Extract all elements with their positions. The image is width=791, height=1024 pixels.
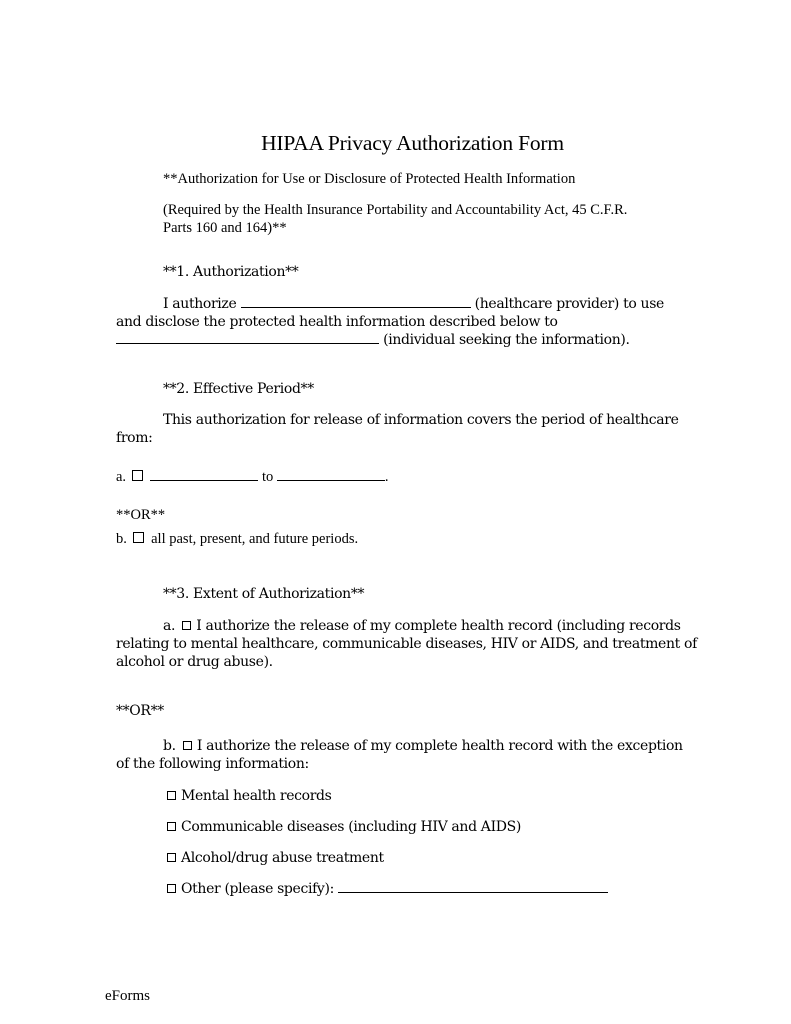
effective-period-line-1: This authorization for release of information covers the period of healthcare <box>163 412 679 428</box>
exception-item-alcohol-drug <box>167 850 384 866</box>
extent-a-line-2: relating to mental healthcare, communicable diseases, HIV or AIDS, and treatment of <box>116 636 697 652</box>
option-a-prefix: a. <box>116 469 127 485</box>
recipient-field[interactable] <box>116 343 379 344</box>
period-to-label: to <box>261 469 274 485</box>
other-checkbox[interactable] <box>167 884 176 893</box>
recipient-label: (individual seeking the information). <box>383 332 630 348</box>
exception-item-mental-health <box>167 788 332 804</box>
extent-a-prefix: a. <box>163 618 176 634</box>
period-end-field[interactable] <box>277 480 385 481</box>
extent-b-line-2: of the following information: <box>116 756 309 772</box>
extent-a-checkbox[interactable] <box>182 621 191 630</box>
period-b-checkbox[interactable] <box>133 532 144 543</box>
extent-a-line-1 <box>163 618 681 634</box>
extent-or-label: **OR** <box>116 703 164 719</box>
extent-a-line-3: alcohol or drug abuse). <box>116 654 273 670</box>
option-b-prefix: b. <box>116 531 127 547</box>
exception-label: Alcohol/drug abuse treatment <box>181 850 384 866</box>
healthcare-provider-field[interactable] <box>241 307 471 308</box>
section-2-heading: **2. Effective Period** <box>163 381 314 397</box>
healthcare-provider-label: (healthcare provider) to use <box>474 296 664 312</box>
extent-b-line-1 <box>163 738 683 754</box>
exception-label: Communicable diseases (including HIV and AIDS) <box>181 819 521 835</box>
exception-item-other <box>167 881 608 897</box>
section-1-heading: **1. Authorization** <box>163 264 299 280</box>
required-notice-line-2: Parts 160 and 164)** <box>163 220 287 236</box>
period-option-a <box>116 469 388 486</box>
alcohol-drug-checkbox[interactable] <box>167 853 176 862</box>
exception-item-communicable <box>167 819 521 835</box>
other-specify-field[interactable] <box>338 892 608 893</box>
authorization-line-2: and disclose the protected health information described below to <box>116 314 558 330</box>
authorize-label: I authorize <box>163 296 237 312</box>
communicable-diseases-checkbox[interactable] <box>167 822 176 831</box>
period-or-label: **OR** <box>116 507 166 523</box>
authorization-line-3 <box>116 332 630 348</box>
mental-health-checkbox[interactable] <box>167 791 176 800</box>
section-3-heading: **3. Extent of Authorization** <box>163 586 365 602</box>
period-end-dot: . <box>384 469 389 485</box>
extent-b-checkbox[interactable] <box>183 741 192 750</box>
effective-period-line-2: from: <box>116 430 153 446</box>
authorization-line-1 <box>163 296 664 312</box>
exception-label: Other (please specify): <box>181 881 334 897</box>
required-notice-line-1: (Required by the Health Insurance Portability and Accountability Act, 45 C.F.R. <box>163 202 628 218</box>
extent-b-prefix: b. <box>163 738 176 754</box>
option-b-text: all past, present, and future periods. <box>151 531 359 547</box>
extent-b-text: I authorize the release of my complete health record with the exception <box>196 738 683 754</box>
extent-a-text: I authorize the release of my complete health record (including records <box>196 618 681 634</box>
page-title: HIPAA Privacy Authorization Form <box>261 131 564 155</box>
exception-label: Mental health records <box>181 788 332 804</box>
period-option-b <box>116 531 358 548</box>
period-start-field[interactable] <box>150 480 258 481</box>
subtitle: **Authorization for Use or Disclosure of Protected Health Information <box>163 171 576 187</box>
footer-brand: eForms <box>105 988 150 1004</box>
period-a-checkbox[interactable] <box>132 470 143 481</box>
